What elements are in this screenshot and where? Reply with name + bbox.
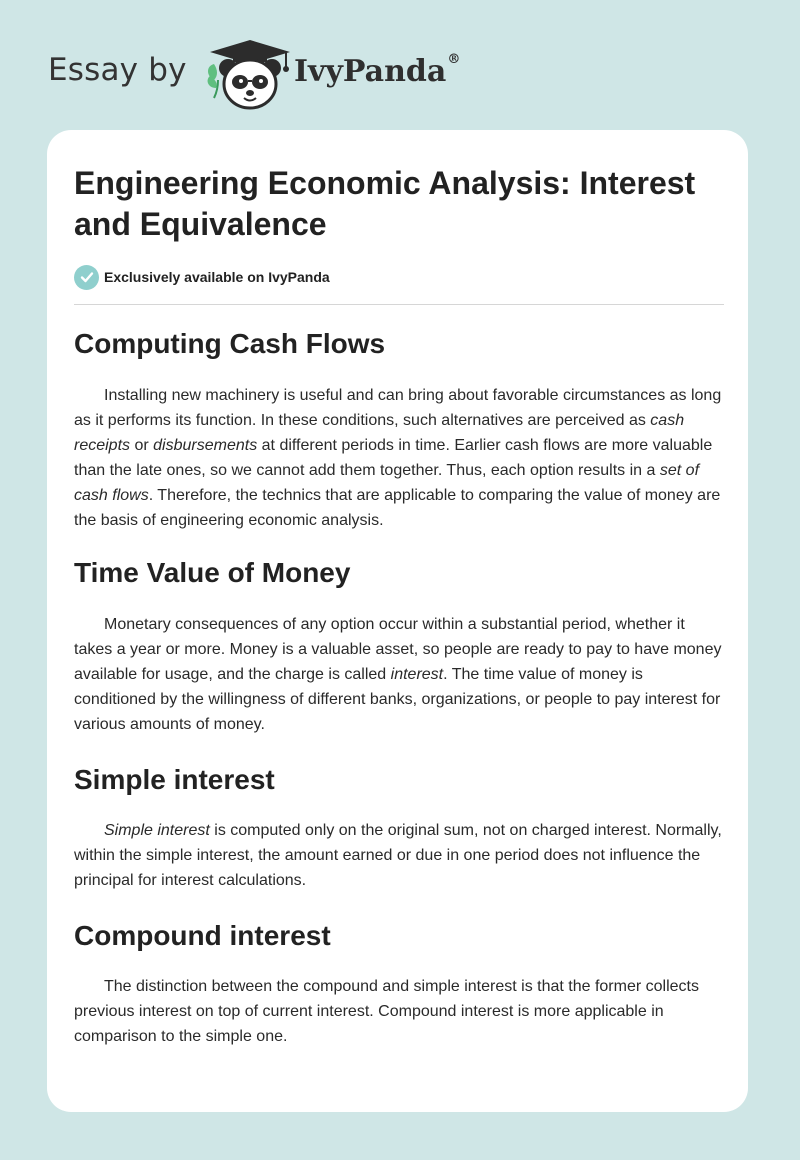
exclusive-label: Exclusively available on IvyPanda xyxy=(104,269,330,285)
essay-card xyxy=(47,130,748,1112)
section-heading: Compound interest xyxy=(74,920,331,951)
section-paragraph: The distinction between the compound and simple interest is that the former collects previous interest on top of current interest. Compound interest is more applicable in comparison to the simple one. xyxy=(74,978,699,1045)
site-header xyxy=(48,36,748,116)
section-heading: Computing Cash Flows xyxy=(74,328,386,359)
section-paragraph: Installing new machinery is useful and can bring about favorable circumstances as long as it performs its function. In these conditions, such alternatives are perceived as cash receipts or disbursements at different periods in time. Earlier cash flows are more valuable than the late ones, so we cannot add them together. Thus, each option results in a set of cash flows. Therefore, the technics that are applicable to comparing the value of money are the basis of engineering economic analysis. xyxy=(74,387,722,529)
section-heading: Simple interest xyxy=(74,764,275,795)
brand-name[interactable]: IvyPanda® xyxy=(294,52,461,89)
essay-content xyxy=(74,130,724,1049)
panda-graduate-logo-icon[interactable] xyxy=(200,36,300,112)
essay-by-label: Essay by xyxy=(48,52,187,88)
section-compound-interest xyxy=(74,919,724,1049)
section-heading: Time Value of Money xyxy=(74,557,351,588)
section-time-value-of-money xyxy=(74,556,724,737)
check-circle-icon xyxy=(74,265,99,290)
section-simple-interest xyxy=(74,763,724,893)
section-computing-cash-flows xyxy=(74,327,724,533)
registered-mark: ® xyxy=(447,52,461,67)
divider xyxy=(74,304,724,305)
exclusive-badge xyxy=(74,262,724,292)
section-paragraph: Monetary consequences of any option occur within a substantial period, whether it takes a year or more. Money is a valuable asset, so people are ready to pay to have money available for usage, and the charge is called interest. The time value of money is conditioned by the willingness of different banks, organizations, or people to pay interest for various amounts of money. xyxy=(74,616,722,733)
section-paragraph: Simple interest is computed only on the original sum, not on charged interest. Normally, within the simple interest, the amount earned or due in one period does not influence the principal for interest calculations. xyxy=(74,822,722,889)
essay-title: Engineering Economic Analysis: Interest and Equivalence xyxy=(74,165,696,242)
